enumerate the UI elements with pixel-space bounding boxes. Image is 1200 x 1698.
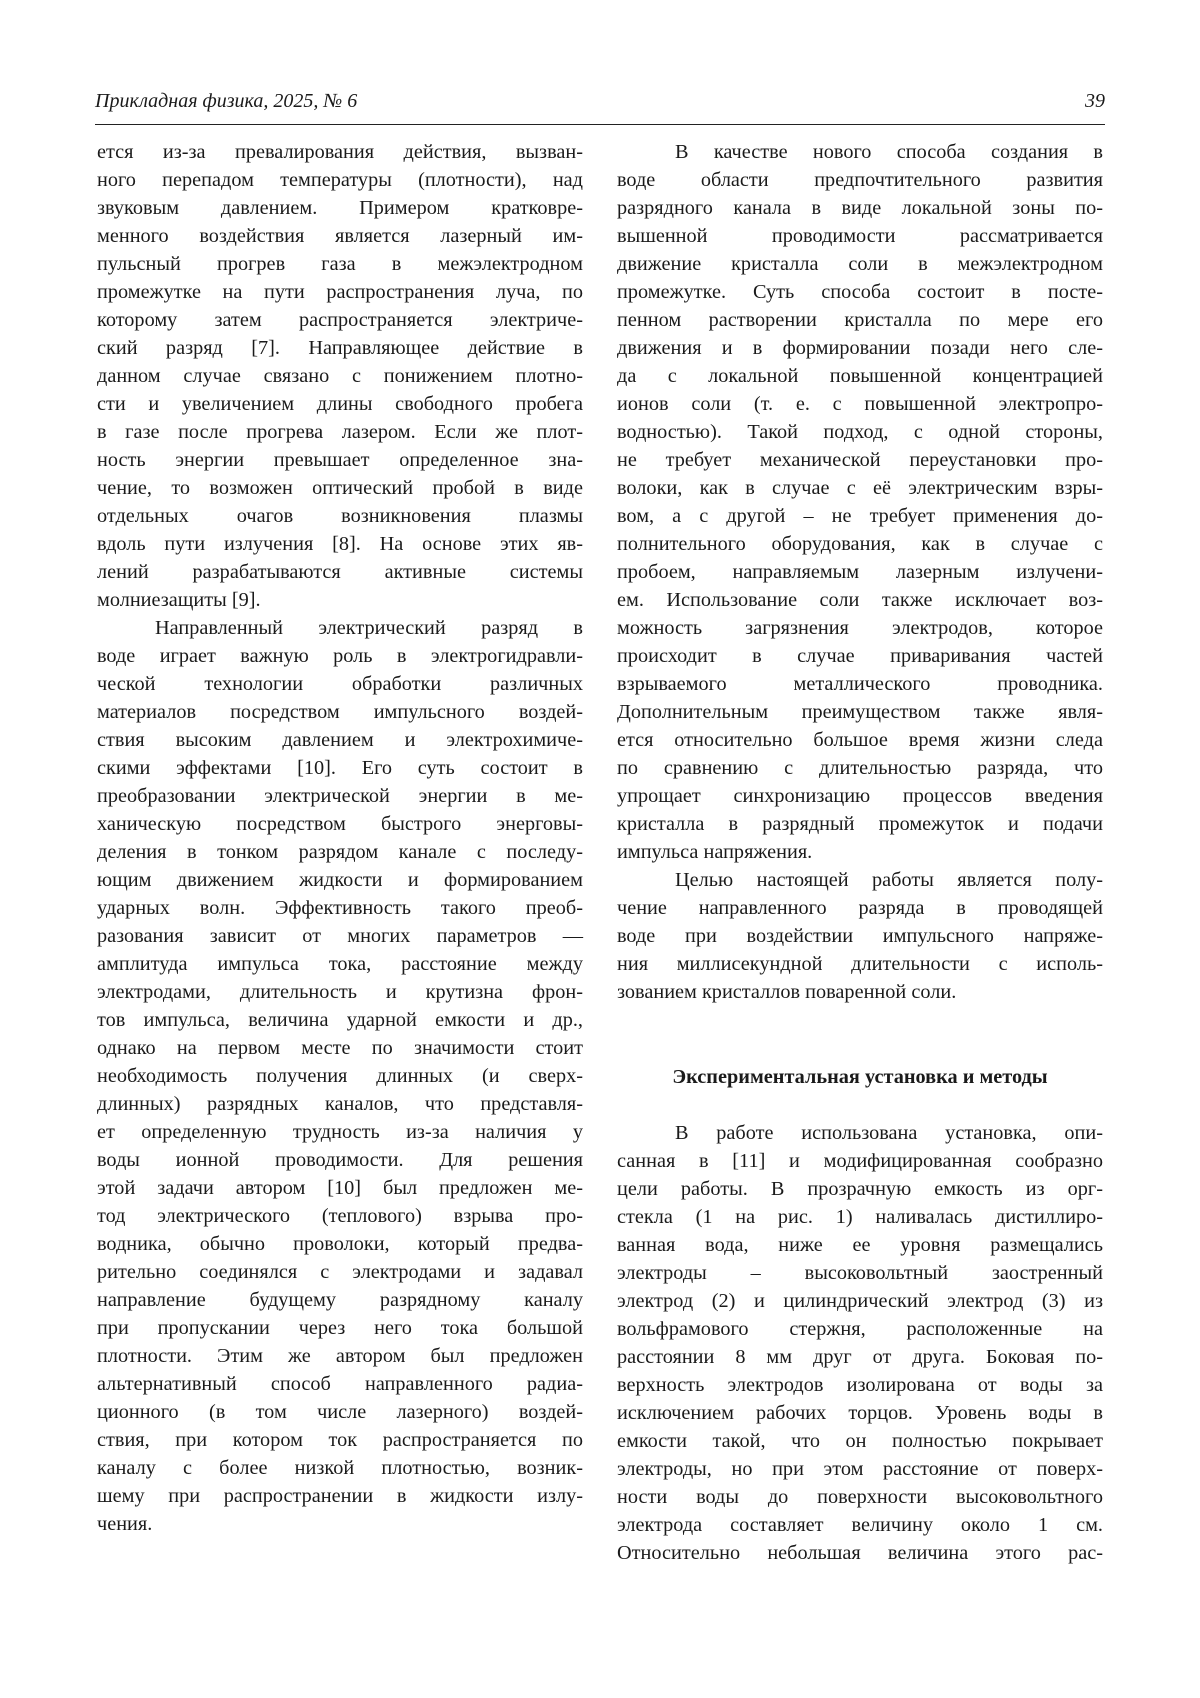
text-line: ствия, при котором ток распространяется по [97, 1429, 583, 1451]
text-line: воды ионной проводимости. Для решения [97, 1149, 583, 1171]
text-line: ционного (в том числе лазерного) воздей- [97, 1401, 583, 1423]
page-number: 39 [1085, 90, 1105, 112]
text-line: пенном растворении кристалла по мере его [617, 309, 1103, 331]
text-line: ческой технологии обработки различных [97, 673, 583, 695]
text-line: звуковым давлением. Примером кратковре- [97, 197, 583, 219]
text-line: ханическую посредством быстрого энерговы- [97, 813, 583, 835]
text-line: которому затем распространяется электриче- [97, 309, 583, 331]
text-line: В качестве нового способа создания в [675, 141, 1103, 163]
text-line: не требует механической переустановки про- [617, 449, 1103, 471]
text-line: отдельных очагов возникновения плазмы [97, 505, 583, 527]
text-line: да с локальной повышенной концентрацией [617, 365, 1103, 387]
text-line: ния миллисекундной длительности с исполь- [617, 953, 1103, 975]
text-line: разования зависит от многих параметров — [97, 925, 583, 947]
text-line: волоки, как в случае с её электрическим взры- [617, 477, 1103, 499]
text-line: кристалла в разрядный промежуток и подачи [617, 813, 1103, 835]
text-line: деления в тонком разрядом канале с последу- [97, 841, 583, 863]
text-line: скими эффектами [10]. Его суть состоит в [97, 757, 583, 779]
text-line: рительно соединялся с электродами и задавал [97, 1261, 583, 1283]
text-line: ется относительно большое время жизни следа [617, 729, 1103, 751]
text-line: этой задачи автором [10] был предложен ме- [97, 1177, 583, 1199]
text-line: молниезащиты [9]. [97, 589, 261, 611]
text-line: данном случае связано с понижением плотно- [97, 365, 583, 387]
text-line: ванная вода, ниже ее уровня размещались [617, 1234, 1103, 1256]
text-line: Дополнительным преимуществом также явля- [617, 701, 1103, 723]
section-heading: Экспериментальная установка и методы [672, 1066, 1048, 1088]
text-line: промежутке на пути распространения луча, по [97, 281, 583, 303]
text-line: каналу с более низкой плотностью, возник- [97, 1457, 583, 1479]
text-line: ющим движением жидкости и формированием [97, 869, 583, 891]
text-line: водностью). Такой подход, с одной стороны, [617, 421, 1103, 443]
text-line: ет определенную трудность из-за наличия у [97, 1121, 583, 1143]
text-line: чение направленного разряда в проводящей [617, 897, 1103, 919]
text-line: разрядного канала в виде локальной зоны по- [617, 197, 1103, 219]
text-line: ионов соли (т. е. с повышенной электропро- [617, 393, 1103, 415]
text-line: преобразовании электрической энергии в ме- [97, 785, 583, 807]
text-line: чение, то возможен оптический пробой в виде [97, 477, 583, 499]
text-line: вольфрамового стержня, расположенные на [617, 1318, 1103, 1340]
text-line: стекла (1 на рис. 1) наливалась дистиллиро- [617, 1206, 1103, 1228]
text-line: полнительного оборудования, как в случае с [617, 533, 1103, 555]
text-line: санная в [11] и модифицированная сообразно [617, 1150, 1103, 1172]
text-line: промежутке. Суть способа состоит в посте- [617, 281, 1103, 303]
text-line: водника, обычно проволоки, который предва- [97, 1233, 583, 1255]
text-line: направление будущему разрядному каналу [97, 1289, 583, 1311]
text-line: электроды – высоковольтный заостренный [617, 1262, 1103, 1284]
text-line: электрода составляет величину около 1 см. [617, 1514, 1103, 1536]
text-line: зованием кристаллов поваренной соли. [617, 981, 957, 1003]
text-line: шему при распространении в жидкости излу- [97, 1485, 583, 1507]
running-header [95, 90, 1105, 120]
text-line: цели работы. В прозрачную емкость из орг- [617, 1178, 1103, 1200]
text-line: менного воздействия является лазерный им- [97, 225, 583, 247]
header-rule [95, 124, 1105, 125]
text-line: ствия высоким давлением и электрохимиче- [97, 729, 583, 751]
text-line: вышенной проводимости рассматривается [617, 225, 1103, 247]
text-line: пульсный прогрев газа в межэлектродном [97, 253, 583, 275]
text-line: длинных) разрядных каналов, что представля- [97, 1093, 583, 1115]
text-line: электродами, длительность и крутизна фрон- [97, 981, 583, 1003]
text-line: материалов посредством импульсного воздей- [97, 701, 583, 723]
text-line: чения. [97, 1513, 153, 1535]
text-line: тов импульса, величина ударной емкости и др., [97, 1009, 583, 1031]
text-line: верхность электродов изолирована от воды за [617, 1374, 1103, 1396]
right-column [617, 138, 1103, 1567]
text-line: необходимость получения длинных (и сверх- [97, 1065, 583, 1087]
text-line: происходит в случае приваривания частей [617, 645, 1103, 667]
text-line: сти и увеличением длины свободного пробега [97, 393, 583, 415]
text-line: взрываемого металлического проводника. [617, 673, 1103, 695]
text-line: емкости такой, что он полностью покрывает [617, 1430, 1103, 1452]
paragraph [617, 866, 1103, 1006]
paragraph [97, 138, 583, 614]
text-line: ударных волн. Эффективность такого преоб- [97, 897, 583, 919]
text-line: вом, а с другой – не требует применения до- [617, 505, 1103, 527]
text-line: ного перепадом температуры (плотности), над [97, 169, 583, 191]
text-line: упрощает синхронизацию процессов введения [617, 785, 1103, 807]
text-line: импульса напряжения. [617, 841, 813, 863]
text-line: ности воды до поверхности высоковольтного [617, 1486, 1103, 1508]
text-line: в газе после прогрева лазером. Если же плот- [97, 421, 583, 443]
text-line: движения и в формировании позади него сле- [617, 337, 1103, 359]
text-line: альтернативный способ направленного радиа- [97, 1373, 583, 1395]
paragraph [97, 614, 583, 1538]
text-line: движение кристалла соли в межэлектродном [617, 253, 1103, 275]
text-line: электрод (2) и цилиндрический электрод (3) из [617, 1290, 1103, 1312]
journal-title: Прикладная физика, 2025, № 6 [95, 90, 358, 112]
text-line: воде области предпочтительного развития [617, 169, 1103, 191]
text-line: ский разряд [7]. Направляющее действие в [97, 337, 583, 359]
left-column [97, 138, 583, 1538]
text-line: пробоем, направляемым лазерным излучени- [617, 561, 1103, 583]
text-line: воде играет важную роль в электрогидравли- [97, 645, 583, 667]
text-line: расстоянии 8 мм друг от друга. Боковая по- [617, 1346, 1103, 1368]
text-line: вдоль пути излучения [8]. На основе этих яв- [97, 533, 583, 555]
paragraph [617, 138, 1103, 866]
text-line: тод электрического (теплового) взрыва про- [97, 1205, 583, 1227]
text-line: Относительно небольшая величина этого рас- [617, 1542, 1103, 1564]
paragraph [617, 1119, 1103, 1567]
text-line: Направленный электрический разряд в [155, 617, 583, 639]
text-line: ется из-за превалирования действия, вызван- [97, 141, 583, 163]
text-line: ем. Использование соли также исключает воз- [617, 589, 1103, 611]
text-line: электроды, но при этом расстояние от поверх- [617, 1458, 1103, 1480]
text-line: плотности. Этим же автором был предложен [97, 1345, 583, 1367]
text-line: амплитуда импульса тока, расстояние между [97, 953, 583, 975]
text-line: лений разрабатываются активные системы [97, 561, 583, 583]
text-line: при пропускании через него тока большой [97, 1317, 583, 1339]
text-line: В работе использована установка, опи- [675, 1122, 1103, 1144]
text-line: ность энергии превышает определенное зна- [97, 449, 583, 471]
text-line: можность загрязнения электродов, которое [617, 617, 1103, 639]
text-line: однако на первом месте по значимости стоит [97, 1037, 583, 1059]
text-line: по сравнению с длительностью разряда, что [617, 757, 1103, 779]
text-line: воде при воздействии импульсного напряже- [617, 925, 1103, 947]
text-line: исключением рабочих торцов. Уровень воды в [617, 1402, 1103, 1424]
text-line: Целью настоящей работы является полу- [675, 869, 1103, 891]
